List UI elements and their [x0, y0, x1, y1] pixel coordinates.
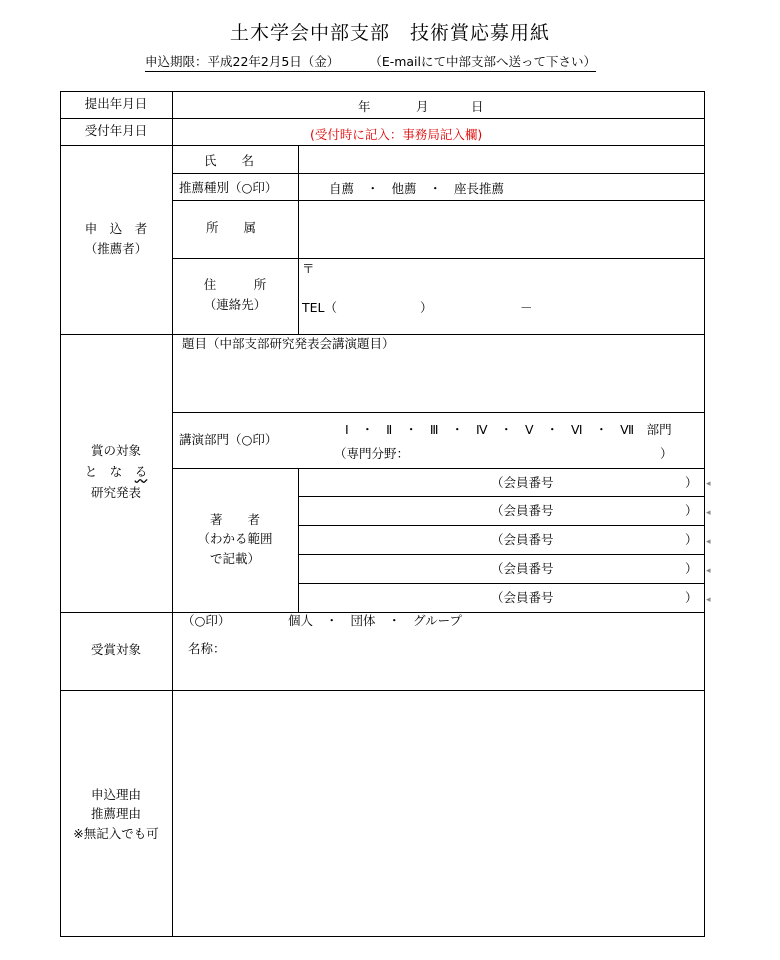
row-divider — [172, 412, 705, 413]
award-target-options[interactable]: 個人 ・ 団体 ・ グループ — [288, 613, 463, 628]
award-circle-label: （○印） — [182, 613, 231, 628]
reason-field[interactable] — [174, 692, 703, 935]
applicant-sublabel: （推薦者） — [84, 241, 148, 256]
row-divider — [172, 258, 705, 259]
tel-label: TEL（ — [302, 300, 337, 315]
edge-mark: ◂ — [706, 566, 711, 576]
member-number-close: ） — [685, 561, 698, 576]
author-row-divider — [298, 525, 705, 526]
table-border-top — [60, 91, 705, 92]
affiliation-field[interactable] — [300, 201, 703, 257]
optional-note: ※無記入でも可 — [73, 826, 159, 841]
table-border-bottom — [60, 936, 705, 937]
authors-sublabel-2: で記載） — [209, 551, 260, 566]
member-number-label: （会員番号 — [491, 475, 554, 490]
award-target-label: 受賞対象 — [90, 642, 141, 657]
recommendation-reason-label: 推薦理由 — [90, 806, 141, 821]
name-field[interactable] — [300, 146, 703, 172]
topic-field[interactable] — [174, 354, 703, 410]
edge-mark: ◂ — [706, 508, 711, 518]
row-divider — [60, 334, 705, 335]
member-number-close: ） — [685, 532, 698, 547]
edge-mark: ◂ — [706, 537, 711, 547]
receipt-date-label: 受付年月日 — [84, 123, 148, 138]
topic-label: 題目（中部支部研究発表会講演題目） — [182, 336, 395, 351]
authors-sublabel-1: （わかる範囲 — [197, 531, 273, 546]
form-title: 土木学会中部支部 技術賞応募用紙 — [229, 22, 550, 44]
recommend-type-label: 推薦種別（○印） — [179, 180, 278, 195]
member-number-label: （会員番号 — [491, 561, 554, 576]
row-divider — [60, 118, 705, 119]
member-number-close: ） — [685, 590, 698, 605]
name-label: 氏 名 — [204, 153, 255, 168]
submit-year[interactable]: 年 — [358, 99, 371, 114]
receipt-date-note: (受付時に記入：事務局記入欄) — [310, 127, 483, 142]
submit-date-label: 提出年月日 — [84, 96, 148, 111]
author-row-divider — [298, 496, 705, 497]
tel-close: ） — [420, 300, 433, 315]
applicant-label: 申 込 者 — [84, 221, 148, 236]
edge-mark: ◂ — [706, 479, 711, 489]
deadline-line — [145, 52, 596, 72]
research-label-line2: と な る — [84, 464, 148, 479]
row-divider — [172, 468, 705, 469]
field-close: ） — [660, 446, 673, 461]
recommend-type-options[interactable]: 自薦 ・ 他薦 ・ 座長推薦 — [329, 181, 505, 196]
division-label: 講演部門（○印） — [179, 432, 278, 447]
field-label: （専門分野： — [334, 446, 410, 461]
member-number-close: ） — [685, 475, 698, 490]
authors-subcolumn-divider — [298, 468, 299, 612]
edge-mark: ◂ — [706, 595, 711, 605]
affiliation-label: 所 属 — [206, 220, 257, 235]
tel-dash: － — [520, 300, 533, 315]
member-number-close: ） — [685, 503, 698, 518]
award-name-label: 名称： — [188, 641, 226, 656]
member-number-label: （会員番号 — [491, 532, 554, 547]
postal-mark: 〒 — [302, 261, 315, 276]
reason-label: 申込理由 — [90, 787, 141, 802]
submit-day[interactable]: 日 — [471, 99, 484, 114]
division-options[interactable]: Ⅰ ・ Ⅱ ・ Ⅲ ・ Ⅳ ・ Ⅴ ・ Ⅵ ・ Ⅶ 部門 — [345, 422, 672, 437]
address-sublabel: （連絡先） — [203, 297, 267, 312]
author-row-divider — [298, 554, 705, 555]
row-divider — [60, 690, 705, 691]
deadline-note: （E-mailにて中部支部へ送って下さい） — [369, 54, 597, 69]
table-border-right — [704, 91, 705, 937]
member-number-label: （会員番号 — [491, 590, 554, 605]
research-label: 賞の対象 — [90, 443, 141, 458]
address-label: 住 所 — [203, 277, 267, 292]
authors-label: 著 者 — [209, 512, 260, 527]
deadline-label: 申込期限：平成22年2月5日（金） — [145, 54, 340, 69]
submit-month[interactable]: 月 — [416, 99, 429, 114]
row-divider — [172, 173, 705, 174]
author-row-divider — [298, 583, 705, 584]
research-label-line3: 研究発表 — [90, 485, 141, 500]
member-number-label: （会員番号 — [491, 503, 554, 518]
